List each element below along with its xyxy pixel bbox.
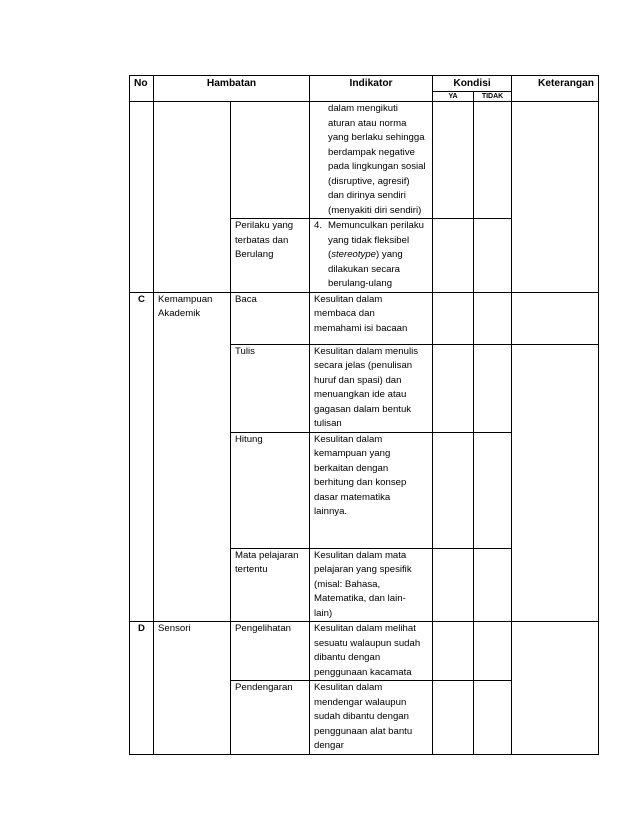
ya-cell[interactable] bbox=[433, 622, 474, 681]
sub-baca: Baca bbox=[231, 292, 310, 344]
header-kondisi: Kondisi bbox=[433, 76, 512, 92]
tidak-cell[interactable] bbox=[474, 548, 512, 622]
indikator-mapel: Kesulitan dalam mata pelajaran yang spesifik (misal: Bahasa, Matematika, dan lain- lain) bbox=[310, 548, 433, 622]
tidak-cell[interactable] bbox=[474, 681, 512, 755]
indikator-perilaku-emphasis: stereotype bbox=[331, 249, 377, 260]
sub-perilaku: Perilaku yang terbatas dan Berulang bbox=[231, 219, 310, 293]
list-number: 4. bbox=[314, 220, 323, 231]
ya-cell[interactable] bbox=[433, 219, 474, 293]
indikator-perilaku bbox=[310, 219, 433, 293]
indikator-pengelihatan: Kesulitan dalam melihat sesuatu walaupun sudah dibantu dengan penggunaan kacamata bbox=[310, 622, 433, 681]
sub-tulis: Tulis bbox=[231, 344, 310, 432]
tidak-cell[interactable] bbox=[474, 432, 512, 548]
sub-pengelihatan: Pengelihatan bbox=[231, 622, 310, 681]
header-row bbox=[130, 76, 599, 92]
sub-cell-empty bbox=[231, 102, 310, 219]
table-row bbox=[130, 622, 599, 681]
header-tidak: TIDAK bbox=[474, 92, 512, 102]
tidak-cell[interactable] bbox=[474, 622, 512, 681]
indikator-continued: dalam mengikuti aturan atau norma yang berlaku sehingga berdampak negative pada lingkungan sosial (disruptive, agresif) dan dirinya sendiri (menyakiti diri sendiri) bbox=[310, 102, 433, 219]
header-no: No bbox=[130, 76, 154, 102]
tidak-cell[interactable] bbox=[474, 344, 512, 432]
keterangan-cell[interactable] bbox=[512, 622, 599, 755]
ya-cell[interactable] bbox=[433, 344, 474, 432]
tidak-cell[interactable] bbox=[474, 292, 512, 344]
sub-mapel: Mata pelajaran tertentu bbox=[231, 548, 310, 622]
table-row bbox=[130, 102, 599, 219]
indikator-perilaku-text-b: ) yang dilakukan secara berulang-ulang bbox=[328, 249, 403, 289]
no-cell-empty bbox=[130, 102, 154, 293]
tidak-cell[interactable] bbox=[474, 102, 512, 219]
sub-hitung: Hitung bbox=[231, 432, 310, 548]
ya-cell[interactable] bbox=[433, 548, 474, 622]
ya-cell[interactable] bbox=[433, 432, 474, 548]
sub-pendengaran: Pendengaran bbox=[231, 681, 310, 755]
hambatan-cell-empty bbox=[154, 102, 231, 293]
assessment-table bbox=[129, 75, 599, 755]
indikator-baca: Kesulitan dalam membaca dan memahami isi bacaan bbox=[310, 292, 433, 344]
indikator-perilaku-text-a: Memunculkan perilaku yang tidak fleksibel ( bbox=[328, 220, 424, 260]
header-indikator: Indikator bbox=[310, 76, 433, 102]
ya-cell[interactable] bbox=[433, 292, 474, 344]
keterangan-cell[interactable] bbox=[512, 102, 599, 293]
indikator-tulis: Kesulitan dalam menulis secara jelas (penulisan huruf dan spasi) dan menuangkan ide atau gagasan dalam bentuk tulisan bbox=[310, 344, 433, 432]
indikator-hitung: Kesulitan dalam kemampuan yang berkaitan dengan berhitung dan konsep dasar matematika lainnya. bbox=[310, 432, 433, 548]
no-cell-c: C bbox=[130, 292, 154, 622]
tidak-cell[interactable] bbox=[474, 219, 512, 293]
hambatan-sensori: Sensori bbox=[154, 622, 231, 755]
header-hambatan: Hambatan bbox=[154, 76, 310, 102]
ya-cell[interactable] bbox=[433, 681, 474, 755]
keterangan-cell[interactable] bbox=[512, 344, 599, 622]
keterangan-cell[interactable] bbox=[512, 292, 599, 344]
indikator-pendengaran: Kesulitan dalam mendengar walaupun sudah dibantu dengan penggunaan alat bantu dengar bbox=[310, 681, 433, 755]
ya-cell[interactable] bbox=[433, 102, 474, 219]
hambatan-akademik: Kemampuan Akademik bbox=[154, 292, 231, 622]
no-cell-d: D bbox=[130, 622, 154, 755]
header-ya: YA bbox=[433, 92, 474, 102]
table-row bbox=[130, 292, 599, 344]
header-keterangan: Keterangan bbox=[512, 76, 599, 102]
